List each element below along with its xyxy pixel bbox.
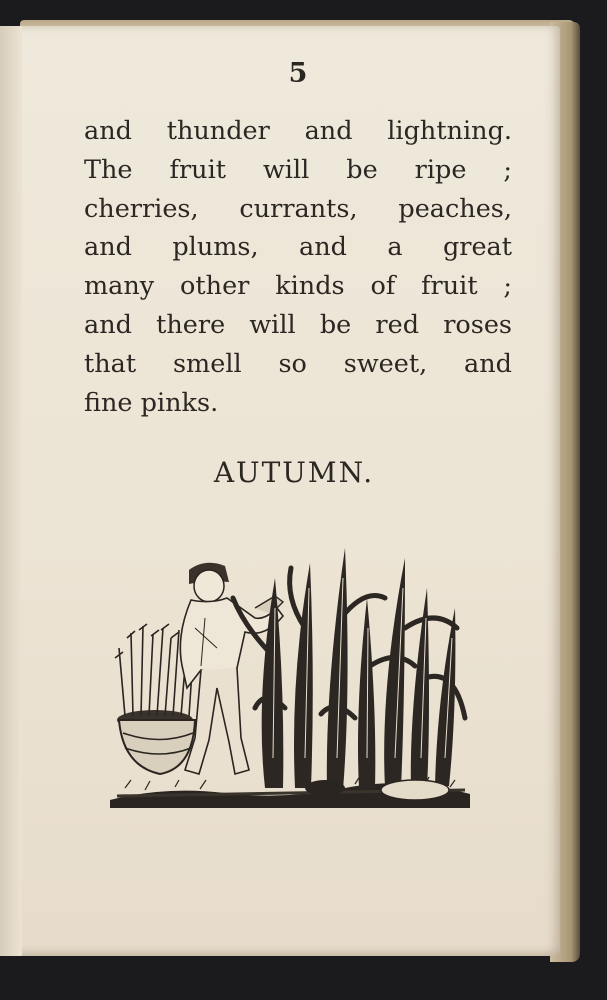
page-number: 5	[288, 58, 308, 89]
text-line: and plums, and a great	[84, 232, 512, 263]
woodcut-illustration	[105, 538, 475, 813]
section-heading: AUTUMN.	[213, 456, 375, 489]
text-line: that smell so sweet, and	[84, 348, 512, 379]
body-text	[84, 112, 512, 422]
page-fold-gutter	[0, 26, 22, 956]
text-line: fine pinks.	[84, 387, 219, 418]
text-line: and there will be red roses	[84, 309, 512, 340]
text-line: cherries, currants, peaches,	[84, 193, 512, 224]
text-line: many other kinds of fruit ;	[84, 271, 512, 302]
text-line: and thunder and lightning.	[84, 116, 512, 146]
text-line: The fruit will be ripe ;	[84, 154, 512, 185]
